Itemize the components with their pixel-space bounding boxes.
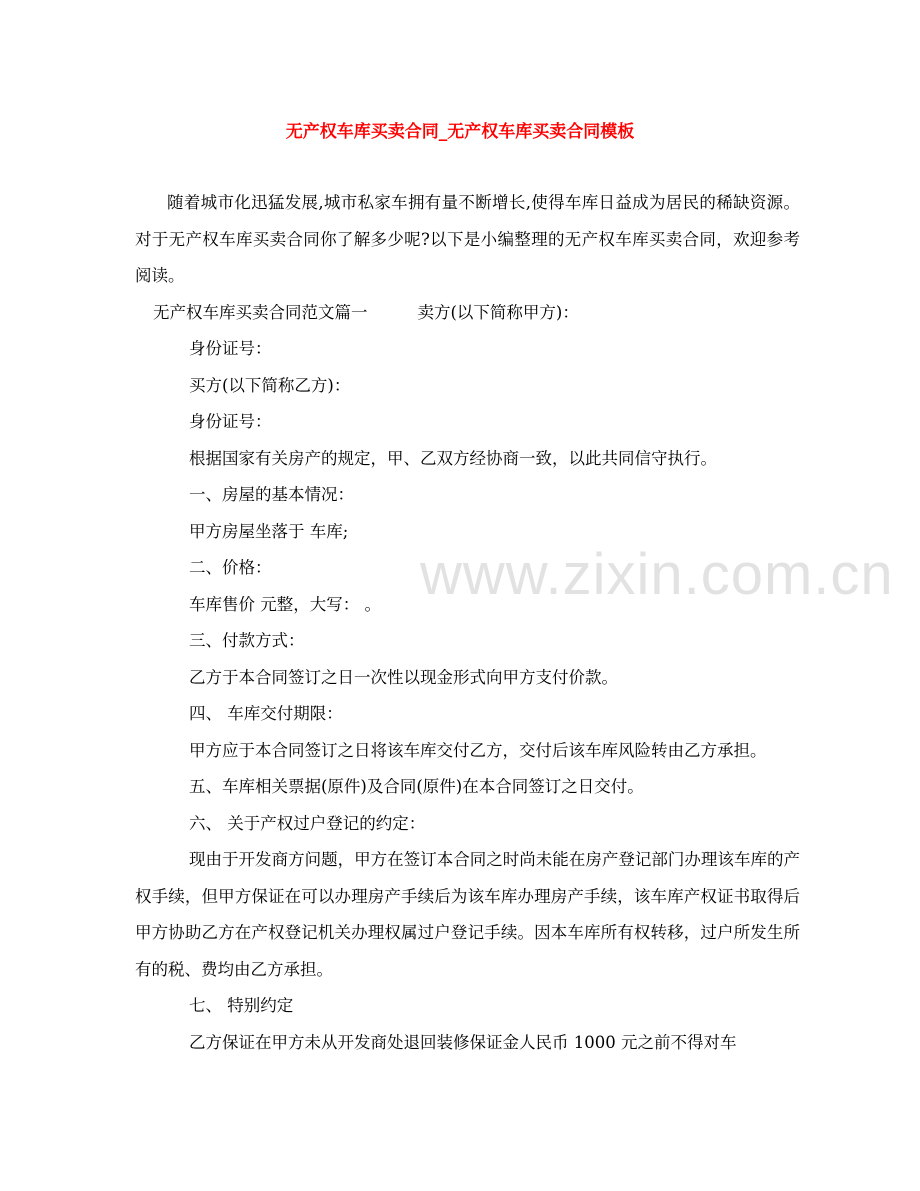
clause5-text: 五、车库相关票据(原件)及合同(原件)在本合同签订之日交付。 (189, 777, 644, 796)
section-heading: 无产权车库买卖合同范文篇一 (153, 302, 368, 322)
preamble-line: 根据国家有关房产的规定，甲、乙双方经协商一致，以此共同信守执行。 (189, 448, 717, 468)
section-heading-line (135, 295, 800, 332)
clause1-title: 一、房屋的基本情况： (189, 485, 354, 504)
clause6-text: 现由于开发商方问题，甲方在签订本合同之时尚未能在房产登记部门办理该车库的产权手续，但甲方保证在可以办理房产手续后为该车库办理房产手续，该车库产权证书取得后甲方协助乙方在产权登记机关办理权属过户登记手续。因本车库所有权转移，过户所发生所有的税、费均由乙方承担。 (135, 850, 800, 979)
document-title: 无产权车库买卖合同_无产权车库买卖合同模板 (285, 122, 635, 142)
id-buyer-line: 身份证号： (189, 412, 272, 431)
watermark: www.zixin.com.cn (420, 542, 894, 607)
buyer-line: 买方(以下简称乙方)： (189, 375, 351, 395)
clause4-title: 四、 车库交付期限： (189, 704, 343, 723)
clause7-text: 乙方保证在甲方未从开发商处退回装修保证金人民币 1000 元之前不得对车 (189, 1032, 737, 1052)
clause7-title: 七、 特别约定 (189, 996, 294, 1015)
clause2-text: 车库售价 元整，大写： 。 (189, 594, 381, 614)
id-seller-line: 身份证号： (189, 339, 272, 358)
clause3-title: 三、付款方式： (189, 631, 305, 650)
clause3-text: 乙方于本合同签订之日一次性以现金形式向甲方支付价款。 (189, 667, 618, 687)
clause6-title: 六、 关于产权过户登记的约定： (189, 813, 426, 833)
document-body (135, 185, 800, 1061)
intro-paragraph: 随着城市化迅猛发展,城市私家车拥有量不断增长,使得车库日益成为居民的稀缺资源。对于无产权车库买卖合同你了解多少呢?以下是小编整理的无产权车库买卖合同，欢迎参考阅读。 (135, 193, 800, 285)
seller-line: 卖方(以下简称甲方)： (417, 302, 579, 322)
clause4-text: 甲方应于本合同签订之日将该车库交付乙方，交付后该车库风险转由乙方承担。 (189, 740, 767, 760)
clause1-text: 甲方房屋坐落于 车库; (189, 521, 349, 541)
clause2-title: 二、价格： (189, 558, 272, 577)
